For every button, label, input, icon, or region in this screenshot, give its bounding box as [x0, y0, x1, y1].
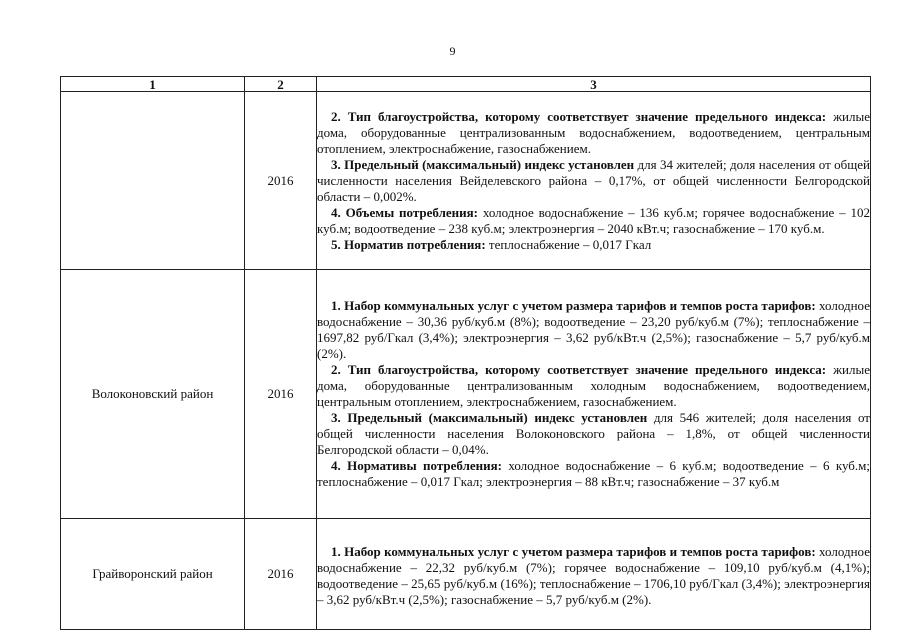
item-label: 4. Нормативы потребления:: [331, 458, 502, 473]
item-label: 2. Тип благоустройства, которому соответствует значение предельного индекса:: [331, 362, 827, 377]
list-item: [317, 237, 870, 253]
item-label: 3. Предельный (максимальный) индекс установлен: [331, 410, 648, 425]
year-cell: 2016: [245, 270, 317, 519]
item-text: для 546 жителей; доля населения от общей численности населения Волоконовского района – 1,8%, от общей численности Белгородской области – 0,04%.: [317, 410, 870, 457]
list-item: [317, 205, 870, 237]
district-cell: Грайворонский район: [61, 519, 245, 630]
content-cell: [317, 270, 871, 519]
page-number: 9: [449, 44, 456, 58]
list-item: [317, 109, 870, 157]
item-label: 5. Норматив потребления:: [331, 236, 486, 252]
list-item: [317, 458, 870, 490]
item-label: 1. Набор коммунальных услуг с учетом размера тарифов и темпов роста тарифов:: [331, 544, 816, 559]
list-item: [317, 298, 870, 362]
list-item: [317, 362, 870, 410]
district-cell: Волоконовский район: [61, 270, 245, 519]
item-label: 3. Предельный (максимальный) индекс установлен: [331, 156, 635, 172]
item-text: жилые дома, оборудованные централизованным водоснабжением, водоотведением, центральным отоплением, электроснабжение, газоснабжением.: [317, 108, 870, 156]
year-cell: 2016: [245, 92, 317, 270]
item-text: для 34 жителей; доля населения от общей численности населения Вейделевского района – 0,17%, от общей численности Белгородской области – 0,002%.: [317, 156, 870, 204]
list-item: [317, 410, 870, 458]
item-label: 1. Набор коммунальных услуг с учетом размера тарифов и темпов роста тарифов:: [331, 298, 816, 313]
column-header: 1: [61, 77, 245, 92]
item-label: 4. Объемы потребления:: [331, 204, 478, 220]
item-text: холодное водоснабжение – 22,32 руб/куб.м (7%); горячее водоснабжение – 109,10 руб/куб.м (4,1%); водоотведение – 25,65 руб/куб.м (16%); теплоснабжение – 1706,10 руб/Гкал (3,4%); электроэнергия – 3,62 руб/кВт.ч (2,5%); газоснабжение – 5,7 руб/куб.м (2%).: [317, 544, 870, 607]
table-header-row: [61, 77, 871, 92]
list-item: [317, 157, 870, 205]
column-header: 3: [317, 77, 871, 92]
table-row: [61, 270, 871, 519]
content-cell: [317, 92, 871, 270]
item-text: жилые дома, оборудованные централизованным холодным водоснабжением, водоотведением, центральным отоплением, электроснабжением, газоснабжением.: [317, 362, 870, 409]
column-header: 2: [245, 77, 317, 92]
tariff-table: [60, 76, 871, 630]
table-row: [61, 519, 871, 630]
table-row: [61, 92, 871, 270]
item-text: холодное водоснабжение – 136 куб.м; горячее водоснабжение – 102 куб.м; водоотведение – 238 куб.м; электроэнергия – 2040 кВт.ч; газоснабжение – 170 куб.м.: [317, 204, 870, 236]
district-cell: [61, 92, 245, 270]
item-text: холодное водоснабжение – 30,36 руб/куб.м (8%); водоотведение – 23,20 руб/куб.м (7%); теплоснабжение – 1697,82 руб/Гкал (3,4%); электроэнергия – 3,62 руб/кВт.ч (2,5%); газоснабжение – 5,7 руб/куб.м (2%).: [317, 298, 870, 361]
item-label: 2. Тип благоустройства, которому соответствует значение предельного индекса:: [331, 108, 827, 124]
item-text: холодное водоснабжение – 6 куб.м; водоотведение – 6 куб.м; теплоснабжение – 0,017 Гкал; электроэнергия – 88 кВт.ч; газоснабжение – 37 куб.м: [317, 458, 870, 489]
item-text: теплоснабжение – 0,017 Гкал: [485, 236, 652, 252]
content-cell: [317, 519, 871, 630]
year-cell: 2016: [245, 519, 317, 630]
list-item: [317, 544, 870, 608]
